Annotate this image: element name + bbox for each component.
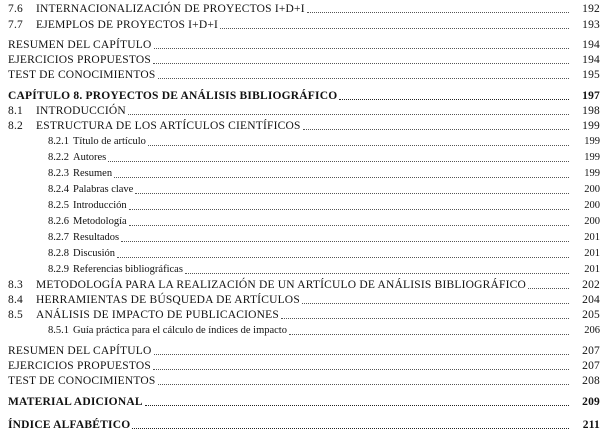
dot-leader [128,113,569,115]
dot-leader [154,353,570,355]
dot-leader [303,128,569,130]
dot-leader [281,317,569,319]
toc-entry-title: Referencias bibliográficas [73,264,183,275]
toc-entry-title: Introducción [73,200,127,211]
toc-entry-title: INTERNACIONALIZACIÓN DE PROYECTOS I+D+I [36,3,305,15]
dot-leader [154,47,570,49]
toc-entry-title: Guía práctica para el cálculo de índices de impacto [73,325,287,336]
toc-entry-number: 8.2.9 [48,264,69,275]
dot-leader [307,11,569,13]
toc-entry [0,197,600,213]
dot-leader [339,98,569,100]
toc-entry [0,291,600,307]
dot-leader [153,368,569,370]
toc-entry-title: RESUMEN DEL CAPÍTULO [8,345,152,357]
toc-entry-number: 8.2.6 [48,216,69,227]
toc-entry-title: INTRODUCCIÓN [36,105,126,117]
toc-entry-page: 205 [582,309,600,321]
toc-entry [0,357,600,373]
toc-entry-title: ESTRUCTURA DE LOS ARTÍCULOS CIENTÍFICOS [36,120,301,132]
dot-leader [114,176,569,178]
toc-entry-number: 7.6 [8,3,23,15]
toc-entry-title: EJERCICIOS PROPUESTOS [8,54,151,66]
toc-entry-title: METODOLOGÍA PARA LA REALIZACIÓN DE UN ARTÍCULO DE ANÁLISIS BIBLIOGRÁFICO [36,279,527,291]
toc-entry-page: 208 [582,375,600,387]
dot-leader [132,427,569,429]
toc-entry-number: 7.7 [8,19,23,31]
toc-entry-title: TEST DE CONOCIMIENTOS [8,375,156,387]
toc-entry-page: 200 [584,184,600,195]
toc-entry-title: Discusión [73,248,115,259]
toc-entry-title: ÍNDICE ALFABÉTICO [8,419,131,431]
dot-leader [117,256,569,258]
toc-entry-number: 8.4 [8,294,23,306]
toc-entry-title: CAPÍTULO 8. PROYECTOS DE ANÁLISIS BIBLIOGRÁFICO [8,90,338,102]
toc-entry-number: 8.2.1 [48,136,69,147]
toc-entry [0,229,600,245]
toc-entry-page: 194 [582,39,600,51]
toc-entry-page: 195 [582,69,600,81]
toc-entry-page: 199 [584,136,600,147]
toc-entry [0,102,600,118]
toc-entry-page: 200 [584,216,600,227]
toc-entry-page: 201 [584,248,600,259]
toc-entry-title: EJERCICIOS PROPUESTOS [8,360,151,372]
toc-entry-number: 8.5 [8,309,23,321]
toc-entry-page: 194 [582,54,600,66]
dot-leader [185,272,569,274]
toc-entry-number: 8.1 [8,105,23,117]
toc-entry-page: 198 [582,105,600,117]
toc-entry-number: 8.2.2 [48,152,69,163]
toc-entry [0,322,600,338]
dot-leader [289,333,569,335]
toc-entry-page: 192 [582,3,600,15]
toc-entry-page: 199 [584,168,600,179]
toc-entry-title: Palabras clave [73,184,134,195]
toc-entry [0,261,600,277]
toc-entry [0,51,600,67]
toc-entry [0,133,600,149]
toc-entry-number: 8.5.1 [48,325,69,336]
toc-entry-title: MATERIAL ADICIONAL [8,396,143,408]
toc-entry-title: Metodología [73,216,127,227]
toc-entry-page: 197 [582,90,600,102]
toc-entry-page: 200 [584,200,600,211]
toc-entry-title: EJEMPLOS DE PROYECTOS I+D+I [36,19,219,31]
toc-entry [0,276,600,292]
toc-entry [0,416,600,432]
toc-entry [0,87,600,103]
toc-entry [0,181,600,197]
toc-entry-number: 8.2.8 [48,248,69,259]
dot-leader [153,62,569,64]
dot-leader [108,160,569,162]
toc-entry-number: 8.2.5 [48,200,69,211]
toc-entry-page: 193 [582,19,600,31]
dot-leader [135,192,569,194]
dot-leader [220,27,569,29]
toc-entry-number: 8.2.4 [48,184,69,195]
toc-entry-number: 8.2 [8,120,23,132]
toc-entry-number: 8.3 [8,279,23,291]
toc-entry-page: 201 [584,232,600,243]
dot-leader [302,302,569,304]
dot-leader [145,404,569,406]
toc-entry-title: RESUMEN DEL CAPÍTULO [8,39,152,51]
toc-entry-page: 201 [584,264,600,275]
dot-leader [129,208,569,210]
toc-entry-page: 199 [584,152,600,163]
dot-leader [129,224,569,226]
dot-leader [148,144,569,146]
toc-entry [0,342,600,358]
dot-leader [121,240,569,242]
toc-entry-title: Título de artículo [73,136,146,147]
toc-entry-page: 206 [584,325,600,336]
toc-entry-page: 211 [582,419,600,431]
toc-entry [0,393,600,409]
toc-entry-title: Autores [73,152,107,163]
toc-entry [0,117,600,133]
toc-entry [0,149,600,165]
toc-entry-title: Resumen [73,168,113,179]
toc-entry [0,36,600,52]
toc-entry-page: 199 [582,120,600,132]
toc-entry [0,0,600,16]
dot-leader [158,77,569,79]
toc-entry-title: ANÁLISIS DE IMPACTO DE PUBLICACIONES [36,309,279,321]
toc-entry-title: Resultados [73,232,120,243]
toc-entry [0,66,600,82]
toc-entry [0,213,600,229]
toc-entry [0,306,600,322]
toc-entry-page: 207 [582,360,600,372]
toc-entry-title: TEST DE CONOCIMIENTOS [8,69,156,81]
toc-entry [0,165,600,181]
toc-entry-page: 202 [582,279,600,291]
toc-entry [0,245,600,261]
toc-entry-title: HERRAMIENTAS DE BÚSQUEDA DE ARTÍCULOS [36,294,300,306]
dot-leader [528,287,569,289]
toc-entry-page: 207 [582,345,600,357]
dot-leader [158,383,569,385]
toc-entry [0,16,600,32]
toc-entry-page: 204 [582,294,600,306]
toc-entry [0,372,600,388]
toc-entry-number: 8.2.3 [48,168,69,179]
toc-entry-page: 209 [582,396,600,408]
toc-entry-number: 8.2.7 [48,232,69,243]
